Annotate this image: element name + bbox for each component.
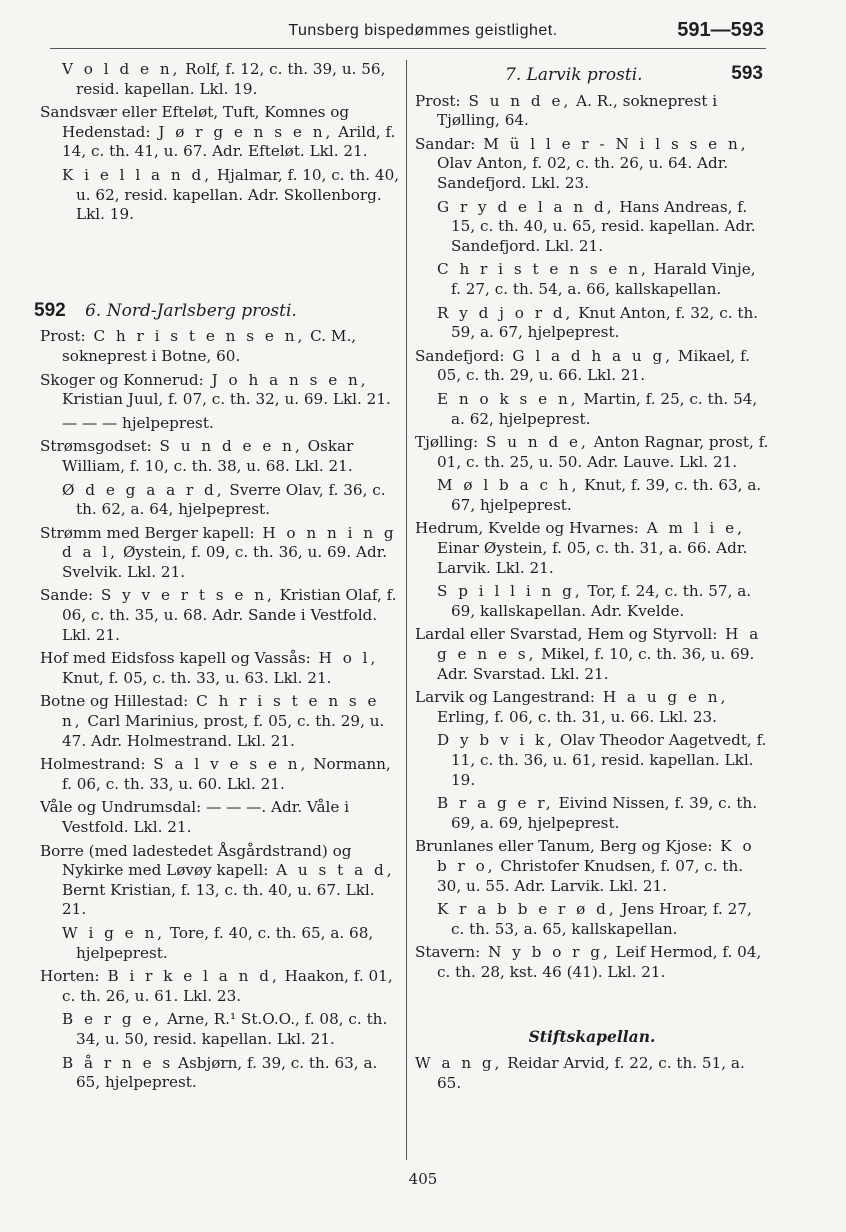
right-entries (415, 92, 769, 983)
parish-name: Skoger og Konnerud: (40, 370, 204, 389)
entry-name: K o b r o, (437, 837, 755, 875)
entry-text: Anton Ragnar, prost, f. 01, c. th. 25, u. 50. Adr. Lauve. Lkl. 21. (437, 433, 769, 471)
entry-name: H a g e n e s, (437, 625, 762, 664)
parish-name: Sandefjord: (415, 346, 505, 365)
left-bottom-entries (40, 327, 402, 1092)
clergy-entry (40, 692, 402, 751)
entry-text: Sverre Olav, f. 36, c. th. 62, a. 64, hjelpeprest. (76, 480, 386, 519)
entry-name: Ø d e g a a r d, (62, 480, 225, 499)
entry-name: G r y d e l a n d, (437, 197, 615, 216)
clergy-entry (40, 371, 402, 410)
entry-name: C h r i s t e n s e n, (85, 327, 306, 346)
clergy-entry (415, 347, 769, 386)
entry-text: Christofer Knudsen, f. 07, c. th. 30, u. 55. Adr. Larvik. Lkl. 21. (437, 856, 744, 895)
entry-text: Tore, f. 40, c. th. 65, a. 68, hjelpeprest. (76, 923, 374, 962)
clergy-entry (40, 649, 402, 688)
entry-text: Bernt Kristian, f. 13, c. th. 40, u. 67. Lkl. 21. (62, 880, 375, 919)
entry-name: S u n d e, (460, 91, 572, 110)
clergy-entry (40, 103, 402, 162)
entry-text: Asbjørn, f. 39, c. th. 63, a. 65, hjelpeprest. (76, 1053, 378, 1092)
running-title: Tunsberg bispedømmes geistlighet. (288, 22, 558, 39)
parish-name: Larvik og Langestrand: (415, 688, 596, 707)
clergy-entry (415, 582, 769, 621)
parish-name: Prost: (415, 91, 461, 110)
entry-text: Olav Anton, f. 02, c. th. 26, u. 64. Adr. Sandefjord. Lkl. 23. (437, 154, 729, 192)
clergy-entry (415, 688, 769, 727)
entry-text: Carl Marinius, prost, f. 05, c. th. 29, u. 47. Adr. Holmestrand. Lkl. 21. (62, 712, 385, 750)
section-number: 593 (731, 63, 763, 84)
clergy-entry (415, 625, 769, 684)
entry-name: H o l, (310, 649, 379, 668)
clergy-entry (415, 794, 769, 833)
entry-text: Arne, R.¹ St.O.O., f. 08, c. th. 34, u. 50, resid. kapellan. Lkl. 21. (76, 1010, 388, 1048)
clergy-entry (415, 900, 769, 939)
entry-name: B r a g e r, (437, 794, 554, 813)
clergy-entry (415, 519, 769, 578)
clergy-entry (40, 166, 402, 225)
entry-name: J ø r g e n s e n, (150, 122, 334, 141)
entry-name: W i g e n, (62, 923, 166, 942)
parish-name: Strømm med Berger kapell: (40, 523, 255, 542)
entry-text: Mikael, f. 05, c. th. 29, u. 66. Lkl. 21. (437, 346, 750, 385)
section-title: 6. Nord-Jarlsberg prosti. (85, 300, 297, 321)
parish-name: Sande: (40, 586, 94, 605)
entry-text: Reidar Arvid, f. 22, c. th. 51, a. 65. (437, 1054, 745, 1092)
entry-text: Erling, f. 06, c. th. 31, u. 66. Lkl. 23. (437, 707, 717, 726)
clergy-entry (40, 798, 402, 837)
entry-text: Rolf, f. 12, c. th. 39, u. 56, resid. kapellan. Lkl. 19. (76, 60, 386, 98)
right-column (415, 60, 769, 1097)
entry-text: A. R., sokneprest i Tjølling, 64. (437, 91, 718, 130)
entry-name: M ø l b a c h, (437, 476, 580, 495)
parish-name: Horten: (40, 967, 100, 986)
parish-name: Lardal eller Svarstad, Hem og Styrvoll: (415, 625, 718, 644)
entry-text: Knut Anton, f. 32, c. th. 59, a. 67, hjelpeprest. (451, 303, 759, 342)
parish-name: Tjølling: (415, 433, 479, 452)
entry-name: H o n n i n g d a l, (62, 523, 397, 562)
clergy-entry (40, 327, 402, 366)
clergy-entry (40, 437, 402, 476)
clergy-entry (40, 414, 402, 434)
clergy-entry (40, 842, 402, 920)
clergy-entry (415, 390, 769, 429)
entry-name: B å r n e s (62, 1053, 174, 1072)
parish-name: Botne og Hillestad: (40, 692, 189, 711)
page-number: 405 (408, 1170, 438, 1188)
entry-text: Hjalmar, f. 10, c. th. 40, u. 62, resid. kapellan. Adr. Skollenborg. Lkl. 19. (76, 165, 400, 224)
parish-name: Prost: (40, 327, 86, 346)
clergy-entry (40, 586, 402, 645)
clergy-entry (40, 755, 402, 794)
entry-text: Martin, f. 25, c. th. 54, a. 62, hjelpeprest. (451, 389, 758, 428)
entry-name: W a n g, (415, 1054, 503, 1073)
clergy-entry (40, 924, 402, 963)
entry-name: E n o k s e n, (437, 389, 579, 408)
entry-text: C. M., sokneprest i Botne, 60. (62, 327, 357, 365)
entry-name: N y b o r g, (480, 943, 611, 962)
entry-name: J o h a n s e n, (203, 370, 369, 389)
parish-name: Hof med Eidsfoss kapell og Vassås: (40, 649, 311, 668)
entry-text: Mikel, f. 10, c. th. 36, u. 69. Adr. Svarstad. Lkl. 21. (437, 645, 755, 683)
entry-name: C h r i s t e n s e n, (62, 692, 380, 731)
clergy-entry (415, 260, 769, 299)
section-range: 591—593 (677, 19, 764, 41)
entry-name: S p i l l i n g, (437, 582, 583, 601)
clergy-entry (40, 967, 402, 1006)
parish-name: Sandsvær eller Efteløt, Tuft, Komnes og Hedenstad: (40, 103, 350, 141)
clergy-entry (415, 731, 769, 790)
entry-name: V o l d e n, (62, 60, 181, 78)
clergy-entry (40, 481, 402, 520)
entry-text: Kristian Juul, f. 07, c. th. 32, u. 69. Lkl. 21. (62, 390, 391, 409)
clergy-entry (415, 943, 769, 982)
entry-name: H a u g e n, (595, 688, 729, 707)
entry-text: Tor, f. 24, c. th. 57, a. 69, kallskapellan. Adr. Kvelde. (451, 582, 752, 620)
entry-name: S u n d e e n, (151, 437, 303, 456)
entry-name: C h r i s t e n s e n, (437, 260, 649, 279)
stift-entry (415, 1054, 769, 1093)
parish-name: Våle og Undrumsdal: (40, 798, 202, 817)
parish-name: Brunlanes eller Tanum, Berg og Kjose: (415, 837, 713, 856)
entry-text: Hans Andreas, f. 15, c. th. 40, u. 65, resid. kapellan. Adr. Sandefjord. Lkl. 21. (451, 197, 756, 255)
parish-name: Sandar: (415, 134, 476, 153)
section-number: 592 (34, 299, 66, 321)
parish-name: Holmestrand: (40, 755, 146, 774)
entry-text: Jens Hroar, f. 27, c. th. 53, a. 65, kallskapellan. (451, 900, 752, 938)
clergy-entry (40, 524, 402, 583)
entry-name: R y d j o r d, (437, 303, 574, 322)
entry-text: Harald Vinje, f. 27, c. th. 54, a. 66, kallskapellan. (451, 260, 756, 298)
entry-text: Knut, f. 39, c. th. 63, a. 67, hjelpeprest. (451, 476, 762, 514)
clergy-entry (415, 476, 769, 515)
clergy-entry (415, 837, 769, 896)
entry-text: Knut, f. 05, c. th. 33, u. 63. Lkl. 21. (62, 668, 332, 687)
entry-text: Eivind Nissen, f. 39, c. th. 69, a. 69, hjelpeprest. (451, 794, 758, 832)
clergy-entry (40, 1054, 402, 1093)
clergy-entry (415, 304, 769, 343)
entry-text: Oskar William, f. 10, c. th. 38, u. 68. Lkl. 21. (62, 437, 354, 475)
entry-text: Arild, f. 14, c. th. 41, u. 67. Adr. Efteløt. Lkl. 21. (62, 122, 396, 161)
header-rule (50, 48, 766, 49)
entry-text: Haakon, f. 01, c. th. 26, u. 61. Lkl. 23. (62, 967, 393, 1005)
entry-name: G l a d h a u g, (504, 346, 674, 365)
section-heading-593 (415, 63, 769, 86)
stift-heading: Stiftskapellan. (528, 1026, 656, 1046)
entry-name: K r a b b e r ø d, (437, 900, 617, 919)
entry-name: B e r g e, (62, 1010, 163, 1029)
page-header (0, 18, 846, 48)
entry-name: S y v e r t s e n, (93, 586, 275, 605)
entry-text: Normann, f. 06, c. th. 33, u. 60. Lkl. 21. (62, 755, 391, 793)
clergy-entry (415, 135, 769, 194)
entry-name: B i r k e l a n d, (99, 967, 280, 986)
parish-name: Strømsgodset: (40, 437, 152, 456)
entry-text: Kristian Olaf, f. 06, c. th. 35, u. 68. Adr. Sande i Vestfold. Lkl. 21. (62, 586, 397, 644)
entry-text: Einar Øystein, f. 05, c. th. 31, a. 66. Adr. Larvik. Lkl. 21. (437, 539, 748, 577)
section-heading-592 (34, 301, 402, 322)
clergy-entry (40, 60, 402, 99)
clergy-entry (415, 433, 769, 472)
entry-name: S a l v e s e n, (145, 755, 309, 774)
entry-name: K i e l l a n d, (62, 165, 213, 184)
entry-name: S u n d e, (478, 433, 589, 452)
left-top-entries (40, 60, 402, 225)
left-column (34, 60, 402, 1097)
entry-name: D y b v i k, (437, 731, 556, 750)
parish-name: Stavern: (415, 943, 481, 962)
entry-text: Olav Theodor Aagetvedt, f. 11, c. th. 36, u. 61, resid. kapellan. Lkl. 19. (451, 731, 767, 789)
parish-name: Borre (med ladestedet Åsgårdstrand) og Nykirke med Løvøy kapell: (40, 841, 352, 880)
entry-text: Leif Hermod, f. 04, c. th. 28, kst. 46 (41). Lkl. 21. (437, 943, 762, 981)
clergy-entry (415, 92, 769, 131)
parish-name: Hedrum, Kvelde og Hvarnes: (415, 519, 639, 538)
entry-text: — — — hjelpeprest. (62, 413, 214, 432)
entry-name: M ü l l e r - N i l s s e n, (475, 134, 749, 153)
clergy-entry (415, 198, 769, 257)
entry-text: Øystein, f. 09, c. th. 36, u. 69. Adr. Svelvik. Lkl. 21. (62, 543, 388, 581)
entry-text: — — —. Adr. Våle i Vestfold. Lkl. 21. (62, 798, 350, 836)
entry-name: A m l i e, (638, 519, 745, 538)
entry-name: A u s t a d, (268, 861, 395, 880)
section-title: 7. Larvik prosti. (505, 65, 643, 85)
clergy-entry (40, 1010, 402, 1049)
column-divider (406, 60, 407, 1160)
